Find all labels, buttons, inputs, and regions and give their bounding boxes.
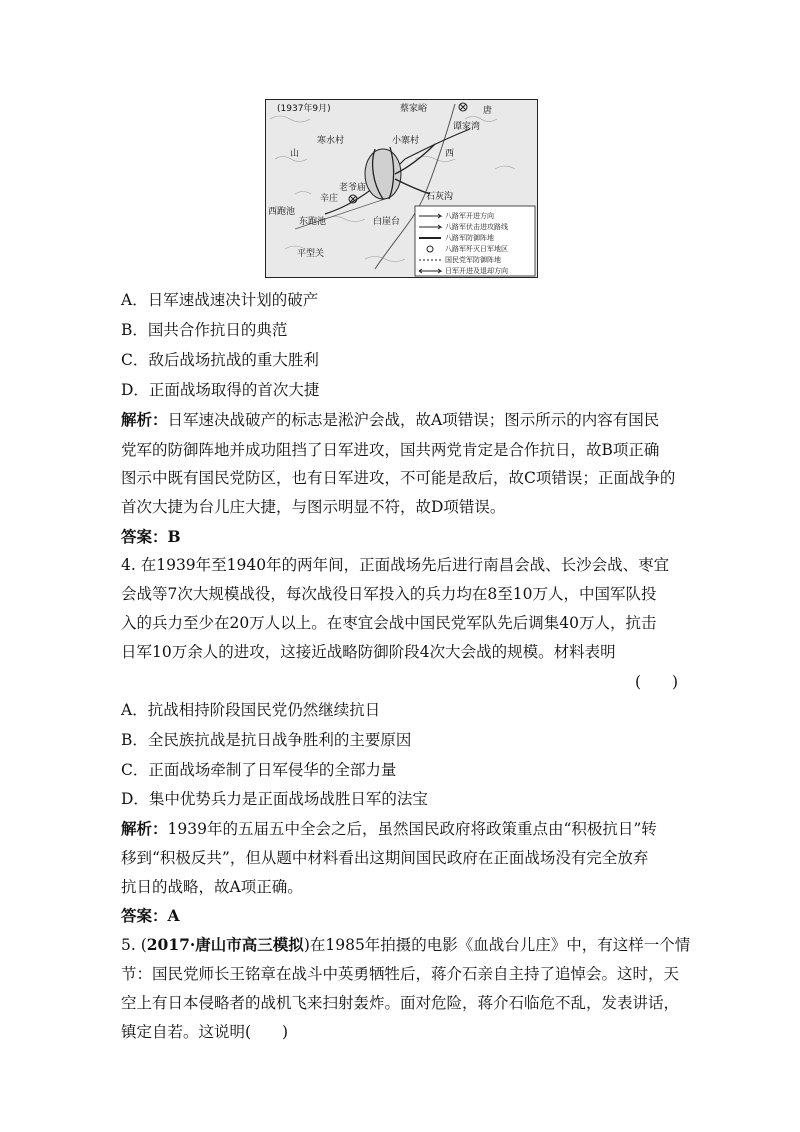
label-hanshuicun: 寒水村 — [317, 136, 345, 146]
q5-source: 2017·唐山市高三模拟 — [146, 935, 304, 954]
legend-item: 国民党军防御阵地 — [445, 256, 501, 264]
label-laoyemiao: 老爷庙 — [339, 183, 367, 193]
q4-option-d: D．集中优势兵力是正面战场战胜日军的法宝 — [121, 790, 428, 808]
q3-analysis-line: 党军的防御阵地并成功阻挡了日军进攻，国共两党肯定是合作抗日，故B项正确 — [121, 441, 660, 459]
q3-option-b: B．国共合作抗日的典范 — [121, 321, 288, 339]
q5-stem-line: 空上有日本侵略者的战机飞来扫射轰炸。面对危险，蒋介石临危不乱，发表讲话， — [121, 994, 680, 1012]
q4-stem-line: 日军10万余人的进攻，这接近战略防御阶段4次大会战的规模。材料表明 — [121, 643, 616, 661]
q3-analysis-line: 图示中既有国民党防区，也有日军进攻，不可能是敌后，故C项错误；正面战争的 — [121, 469, 676, 487]
q4-option-b: B．全民族抗战是抗日战争胜利的主要原因 — [121, 731, 412, 749]
label-dongpaochi: 东跑池 — [299, 217, 327, 227]
q4-analysis-line: 抗日的战略，故A项正确。 — [121, 878, 303, 896]
label-xipaochi: 西跑池 — [268, 207, 296, 217]
label-shihuigou: 石灰沟 — [426, 192, 454, 202]
label-tanjiawan: 谭家湾 — [453, 122, 481, 132]
legend-item: 八路军开进方向 — [445, 212, 494, 220]
q3-analysis-line: 首次大捷为台儿庄大捷，与图示明显不符，故D项错误。 — [121, 498, 506, 516]
q3-option-a: A．日军速战速决计划的破产 — [121, 291, 319, 309]
q4-stem-line: 会战等7次大规模战役，每次战役日军投入的兵力均在8至10万人，中国军队投 — [121, 585, 657, 603]
q4-answer-blank: ( ) — [635, 673, 679, 691]
battle-map — [265, 99, 538, 278]
q3-answer: 答案：B — [121, 527, 181, 546]
legend-item: 八路军歼灭日军地区 — [445, 245, 508, 253]
legend-item: 八路军防御阵地 — [445, 234, 494, 242]
label-pingxingguan: 平型关 — [297, 249, 325, 259]
map-legend — [415, 206, 535, 276]
q4-analysis-line: 移到“积极反共”，但从题中材料看出这期间国民政府在正面战场没有完全放弃 — [121, 849, 649, 867]
q5-stem-line: 5. (2017·唐山市高三模拟)在1985年拍摄的电影《血战台儿庄》中，有这样一个情 — [121, 935, 691, 954]
q3-option-c: C．敌后战场抗战的重大胜利 — [121, 351, 319, 369]
analysis-label: 解析： — [121, 410, 168, 429]
label-baiyatai: 白崖台 — [373, 217, 401, 227]
label-xinzhuang: 辛庄 — [320, 194, 339, 204]
label-shan: 山 — [290, 149, 300, 159]
q4-analysis-line: 解析：1939年的五届五中全会之后，虽然国民政府将政策重点由“积极抗日”转 — [121, 819, 657, 838]
label-caijiayu: 蔡家峪 — [400, 104, 428, 114]
q3-option-d: D．正面战场取得的首次大捷 — [121, 381, 320, 399]
analysis-label: 解析： — [121, 819, 168, 838]
label-tang: 唐 — [483, 106, 493, 116]
legend-item: 日军开进及退却方向 — [445, 267, 508, 275]
label-xi: 西 — [445, 149, 455, 159]
q4-option-a: A．抗战相持阶段国民党仍然继续抗日 — [121, 701, 381, 719]
q3-analysis-line: 解析：日军速决战破产的标志是淞沪会战，故A项错误；图示所示的内容有国民 — [121, 410, 660, 429]
map-date: (1937年9月) — [277, 104, 331, 114]
label-xiaozhaicun: 小寨村 — [392, 136, 420, 146]
q4-stem-line: 4. 在1939年至1940年的两年间，正面战场先后进行南昌会战、长沙会战、枣宜 — [121, 556, 670, 574]
q4-stem-line: 入的兵力至少在20万人以上。在枣宜会战中国民党军队先后调集40万人，抗击 — [121, 614, 657, 632]
legend-item: 八路军伏击进攻路线 — [445, 223, 508, 231]
q5-stem-line: 节：国民党师长王铭章在战斗中英勇牺牲后，蒋介石亲自主持了追悼会。这时，天 — [121, 965, 680, 983]
q5-stem-line: 镇定自若。这说明( ) — [121, 1023, 289, 1041]
q4-option-c: C．正面战场牵制了日军侵华的全部力量 — [121, 761, 397, 779]
q4-answer: 答案：A — [121, 906, 180, 925]
